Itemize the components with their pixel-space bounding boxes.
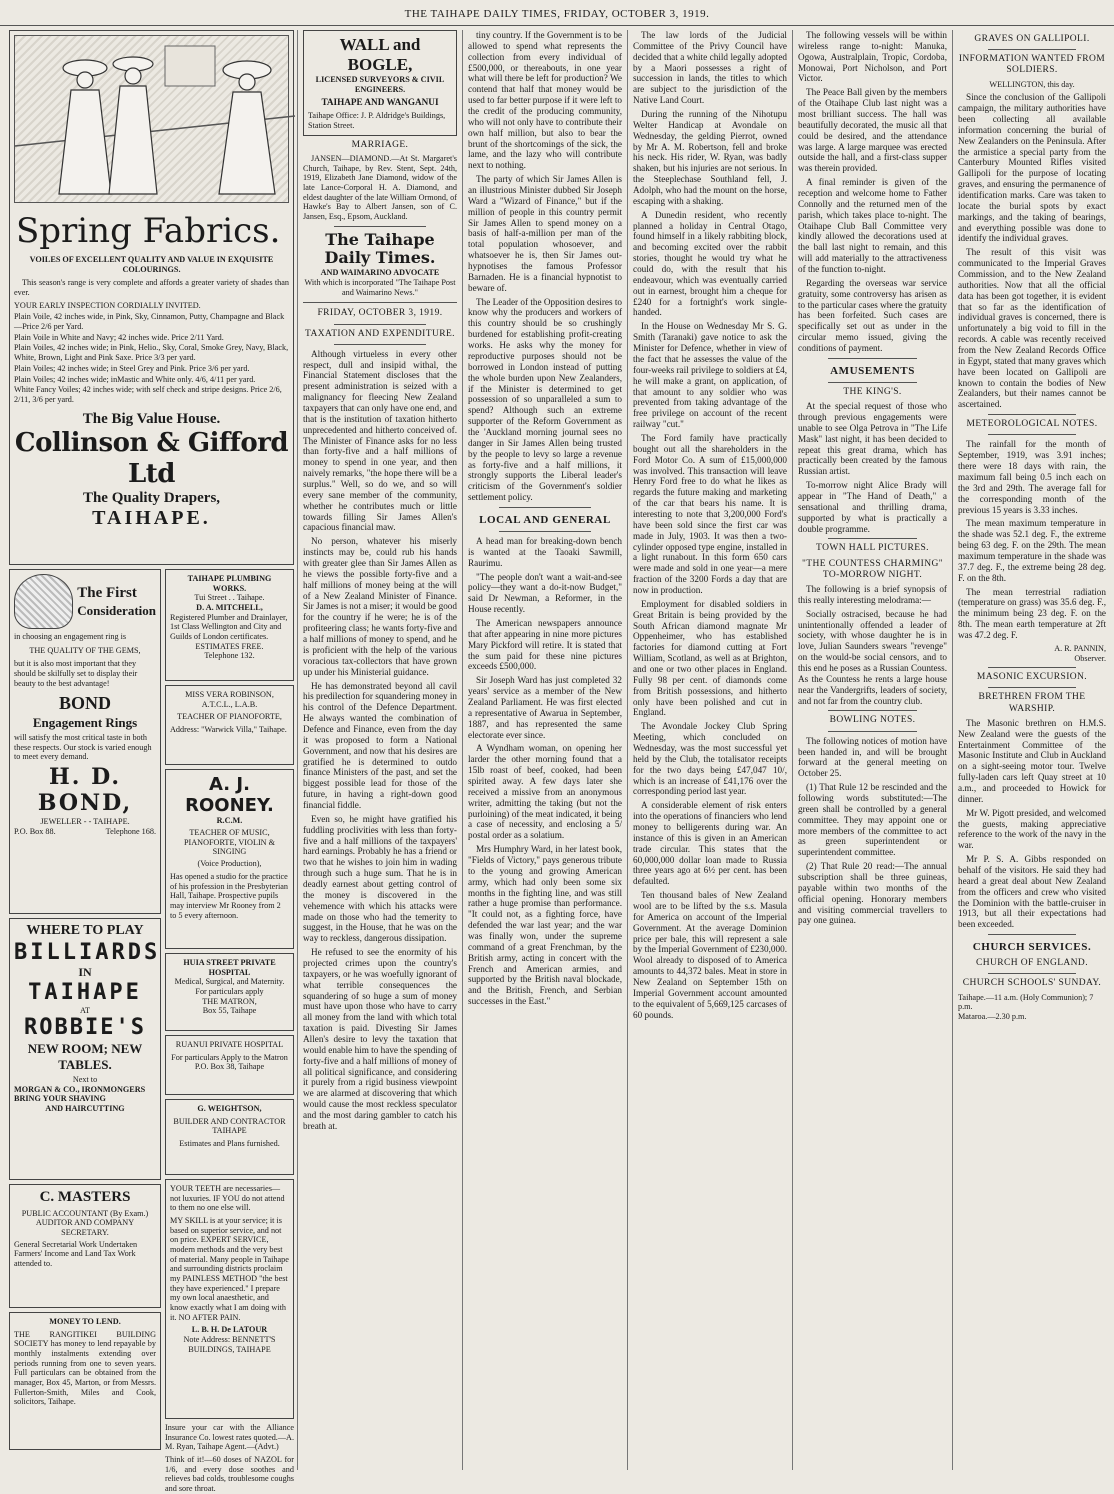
morgan-text: MORGAN & CO., IRONMONGERS bbox=[14, 1084, 146, 1094]
spring-item: White Fancy Voiles; 42 inches wide; with self check and stripe designs. Price 2/6, 2/11, 3/6 per yard. bbox=[14, 385, 282, 404]
church-of-england-heading: CHURCH OF ENGLAND. bbox=[976, 958, 1088, 969]
spring-intro: This season's range is very complete and affords a greater variety of shades than ever. bbox=[14, 278, 289, 298]
vera-robinson-ad bbox=[165, 685, 294, 765]
ring-box-image bbox=[14, 574, 73, 629]
news-item: (1) That Rule 12 be rescinded and the following words substituted:—The green shall be controlled by a general committee. They may appoint one or more members of the committee to act as green superintendent or superintendent committee. bbox=[798, 782, 947, 858]
huia-matron: THE MATRON, bbox=[202, 996, 257, 1006]
hd-bond-name: H. D. BOND, bbox=[37, 763, 133, 816]
wall-bogle-office: Taihape Office: J. P. Aldridge's Buildings, Station Street. bbox=[308, 111, 446, 130]
news-item: The result of this visit was communicated to the Imperial Graves Commission, and to the New Zealand authorities. Now that all the official data has been got together, it is evident that so far as the identification of individual graves is concerned, there is unfortunately a big void to fill in the records. A cable was recently received from the New Zealand Records Office in Egypt, stated that many graves which have been located on Gallipoli are known to contain the bodies of New Zealanders, but their names cannot be ascertained. bbox=[958, 247, 1106, 410]
service-taihape: Taihape.—11 a.m. (Holy Communion); 7 p.m. bbox=[958, 992, 1094, 1012]
bond-box: P.O. Box 88. bbox=[14, 826, 56, 836]
church-schools-sunday: CHURCH SCHOOLS' SUNDAY. bbox=[962, 978, 1102, 989]
wall-bogle-sub: LICENSED SURVEYORS & CIVIL ENGINEERS. bbox=[315, 75, 445, 94]
news-item: A considerable element of risk enters into the operations of financiers who lend money to belligerents during war. An instance of this is given in an American trade circular. This states that the 60,000,000 dollar loan made to Russia three years ago at 6½ per cent. has been defaulted. bbox=[633, 800, 787, 887]
news-item: The American newspapers announce that after appearing in nine more pictures Mary Pickford will retire. It is stated that the sum paid for these nine pictures exceeds £500,000. bbox=[468, 617, 622, 672]
church-services-heading: CHURCH SERVICES. bbox=[972, 941, 1092, 954]
news-item: The rainfall for the month of September, 1919, was 3.91 inches; there were 18 days with rain, the maximum fall being 0.5 inch each on the 3rd and 29th. The average fall for the corresponding month of the previous 15 years is 3.33 inches. bbox=[958, 439, 1106, 515]
news-item: Ten thousand bales of New Zealand wool are to be lifted by the s.s. Masula for America on account of the Imperial Government. At the average Dominion price per bale, this will represent a sale by the Imperial Government of £230,000. Wool already to disposed of to America amounts to 44,372 bales. Meat in store in New Zealand on September 15th on Imperial Government account amounted to the equivalent of 5,669,125 carcases of 60 pounds. bbox=[633, 890, 787, 1020]
paper-incorporated: With which is incorporated "The Taihape Post and Waimarino News." bbox=[304, 277, 456, 297]
spring-item: Plain Voile, 42 inches wide, in Pink, Sky, Cinnamon, Putty, Champagne and Black—Price 2/6 per Yard. bbox=[14, 312, 285, 332]
editorial-column bbox=[298, 30, 463, 1470]
news-item: The following vessels will be within wireless range to-night: Manuka, Ogowa, Australplain, Tropic, Cordoba, Monowai, Port Nicholson, and Port Victor. bbox=[798, 30, 947, 84]
countess-heading: "THE COUNTESS CHARMING" TO-MORROW NIGHT. bbox=[802, 558, 943, 580]
editorial-paragraph: He refused to see the enormity of his projected crimes upon the country's taxpayers, or he was woefully ignorant of what terrible consequences the squandering of so huge a sum of money must have upon those who have to carry all money from the land with which total taxation is paid. Divesting Sir James Allen's desire to levy the taxation that would enable him to have the spending of forty-five and a half millions of money of all political significance, and considering it purely from a rigid business viewpoint we are alarmed at discovering that which would cause the most reckless speculator and the most daring gambler to catch his breath at. bbox=[303, 947, 457, 1131]
bond-text: in choosing an engagement ring is bbox=[14, 632, 127, 641]
small-ads-column bbox=[165, 569, 294, 1494]
news-item: Sir Joseph Ward has just completed 32 years' service as a member of the New Zealand Parliament. He was first elected a representative of Awarua in September, 1887, and has represented the same electorate ever since. bbox=[468, 675, 622, 740]
editorial-paragraph: No person, whatever his miserly instincts may be, could rub his hands with greater glee than Sir James Allen as he views the possible forty-five and a half millions of money being at the will of a New Zealand Minister of Finance. Sir James is not a miser; it would be good for the country if he were; he is of the profiteering class; he wants forty-five and a half millions of money to spend, and he is proficient with the help of the various voracious tax-collectors that have grown up under his Ministerial guidance. bbox=[303, 536, 457, 677]
paper-subtitle: AND WAIMARINO ADVOCATE bbox=[320, 268, 440, 278]
paper-title: The Taihape Daily Times. bbox=[324, 229, 436, 268]
spring-fabrics-ad bbox=[9, 30, 294, 565]
billiards-heading: BILLIARDS bbox=[14, 939, 161, 965]
rooney-name: A. J. ROONEY. bbox=[185, 774, 274, 817]
town-hall-heading: TOWN HALL PICTURES. bbox=[816, 543, 929, 554]
ruanui-text: For particulars Apply to the Matron P.O. Box 38, Taihape bbox=[171, 1052, 288, 1072]
at-text: AT bbox=[79, 1005, 90, 1015]
bond-text: but it is also most important that they should be skilfully set to display their beauty to the best advantage! bbox=[14, 659, 138, 688]
spring-item: Plain Voiles; 42 inches wide; inMastic and White only. 4/6, 4/11 per yard. bbox=[14, 374, 256, 384]
news-item: The Avondale Jockey Club Spring Meeting, which concluded on Wednesday, was the most successful yet held by the Club, the totalisator receipts for the two days being £47,047 10/, which is an increase of £41,176 over the corresponding period last year. bbox=[633, 721, 787, 797]
ruanui-hospital-ad bbox=[165, 1035, 294, 1095]
masters-ad bbox=[9, 1184, 161, 1308]
dateline: WELLINGTON, this day. bbox=[989, 79, 1075, 89]
robbies-heading: ROBBIE'S bbox=[24, 1015, 146, 1041]
news-item: The following is a brief synopsis of this really interesting melodrama:— bbox=[798, 584, 947, 605]
editorial-paragraph: The party of which Sir James Allen is an illustrious Minister dubbed Sir Joseph Ward a "Wizard of Finance," but if the million of people in this country permit Sir James Allen to spend money on a basis of half-a-million per man of the total population whosoever, and whatsoever he is, then Sir James out-hypnotises the famous Professor Barnaden. He is a financial hypnotist to beware of. bbox=[468, 174, 622, 293]
news-item: The mean terrestrial radiation (temperature on grass) was 35.6 deg. F., the minimum being 23 deg. F. on the 8th. The mean earth temperature at 2ft was 47.2 deg. F. bbox=[958, 586, 1106, 641]
bowling-heading: BOWLING NOTES. bbox=[829, 715, 916, 726]
spring-inspection: YOUR EARLY INSPECTION CORDIALLY INVITED. bbox=[14, 300, 201, 310]
news-item: The law lords of the Judicial Committee of the Privy Council have decided that a white child legally adopted by a Maori possesses a right of succession in lands, the titles to which are subject to the jurisdiction of the Native Land Court. bbox=[633, 30, 787, 106]
news-item: (2) That Rule 20 read:—The annual subscription shall be three guineas, payable within two months of the official opening. Honorary members and visiting commercial travellers to pay one guinea. bbox=[798, 861, 947, 926]
engagement-rings-heading: Engagement Rings bbox=[32, 714, 138, 730]
observer-title: Observer. bbox=[1074, 653, 1106, 663]
masonic-heading: MASONIC EXCURSION. bbox=[976, 672, 1088, 683]
news-item: The Peace Ball given by the members of the Otaihape Club last night was a most brilliant success. The hall was beautifully decorated, the music all that could be desired, and the attendance was large. A large marquee was erected outside the hall, and a first-class supper was therein provided. bbox=[798, 87, 947, 174]
masters-title: PUBLIC ACCOUNTANT (By Exam.) AUDITOR AND COMPANY SECRETARY. bbox=[21, 1208, 149, 1238]
weightson-name: G. WEIGHTSON, bbox=[197, 1104, 262, 1113]
vera-name: MISS VERA ROBINSON, A.T.C.L., L.A.B. bbox=[185, 690, 274, 709]
editorial-paragraph: Even so, he might have gratified his fuddling proclivities with less than forty-five and a half millions of the taxpayers' hard earnings. Probably he has a friend or two that he wishes to join him in wading through such a huge sum. That he is in deadly earnest about getting control of the money is discovered in the vehemence with which his attacks were made on those who had the temerity to suggest, in the House, that he was on the way to reckless, dangerous dissipation. bbox=[303, 813, 457, 944]
news-column-2 bbox=[628, 30, 793, 1470]
local-general-heading: LOCAL AND GENERAL bbox=[479, 513, 611, 526]
news-column-1 bbox=[463, 30, 628, 1470]
bond-heading: BOND bbox=[58, 693, 111, 714]
marriage-text: JANSEN—DIAMOND.—At St. Margaret's Church, Taihape, by Rev. Stent, Sept. 24th, 1919, Elizabeth Jane Diamond, widow of the late Lance-Corporal H. A. Diamond, and eldest daughter of the late William Ormond, of Hawke's Bay to Albert Jansen, son of C. Jansen, Esq., Epsom, Auckland. bbox=[303, 153, 457, 221]
bond-text: will satisfy the most critical taste in both these respects. Our stock is varied enough to meet every demand. bbox=[14, 732, 152, 762]
bond-jeweller: JEWELLER - - TAIHAPE. bbox=[40, 816, 130, 826]
ladies-illustration bbox=[14, 35, 289, 203]
news-item: The following notices of motion have been handed in, and will be brought forward at the general meeting on October 25. bbox=[798, 735, 947, 779]
skill-text: MY SKILL is at your service; it is based on superior service, and not on price. EXPERT SERVICE, modern methods and the very best of material. Many people in Taihape and surrounding districts proclaim my PAINLESS METHOD "the best they have experienced." I prepare my own local anaesthetic, and know exactly what I am doing with it. NO AFTER PAIN. bbox=[170, 1216, 289, 1322]
next-to: Next to bbox=[72, 1074, 98, 1084]
ruanui-head: RUANUI PRIVATE HOSPITAL bbox=[175, 1040, 284, 1049]
observer-name: A. R. PANNIN, bbox=[1054, 643, 1106, 653]
kings-heading: THE KING'S. bbox=[843, 386, 902, 397]
editorial-paragraph: tiny country. If the Government is to be allowed to spend what represents the collection from every individual of £500,000, or thereabouts, in one year what will there be left for production? We contend that half that money would be used to far better purpose if it were left to the credit of the producing community, who will not only have to contribute their own half million, but also to bear the brunt of the shortcomings of the sick, the lame, and the lazy who will contribute next to nothing. bbox=[468, 30, 622, 171]
news-item: The Masonic brethren on H.M.S. New Zealand were the guests of the Entertainment Committee of the Masonic Institute and Club in Auckland on a sight-seeing motor tour. Twelve fully-laden cars left Quay street at 10 a.m., and proceeded to Howick for dinner. bbox=[958, 717, 1106, 804]
vera-addr: Address: "Warwick Villa," Taihape. bbox=[170, 725, 287, 735]
meteorological-heading: METEOROLOGICAL NOTES. bbox=[966, 419, 1098, 430]
where-to-play: WHERE TO PLAY bbox=[26, 923, 144, 938]
bond-jeweller-ad bbox=[9, 569, 161, 914]
bond-quality: THE QUALITY OF THE GEMS, bbox=[29, 645, 141, 655]
quality-drapers: The Quality Drapers, bbox=[82, 489, 221, 506]
news-item: A head man for breaking-down bench is wanted at the Taoaki Sawmill, Raurimu. bbox=[468, 535, 622, 568]
dentist-ad bbox=[165, 1179, 294, 1419]
service-mataroa: Mataroa.—2.30 p.m. bbox=[958, 1011, 1027, 1021]
plumbing-text: Registered Plumber and Drainlayer, 1st Class Wellington and City and Guilds of London certificates. bbox=[170, 612, 288, 642]
haircutting: AND HAIRCUTTING bbox=[45, 1103, 125, 1113]
latour-name: L. B. H. De LATOUR bbox=[191, 1325, 268, 1335]
ads-column bbox=[6, 30, 298, 1494]
vera-teacher: TEACHER OF PIANOFORTE, bbox=[177, 712, 282, 722]
plumbing-tel: Telephone 132. bbox=[204, 651, 255, 661]
wall-bogle-ad bbox=[303, 30, 457, 136]
consideration-heading: Consideration bbox=[77, 602, 156, 618]
plumbing-est: ESTIMATES FREE. bbox=[195, 641, 264, 651]
alliance-notice: Insure your car with the Alliance Insurance Co. lowest rates quoted.—A. M. Ryan, Taihape Agent.—(Advt.) bbox=[165, 1423, 294, 1452]
weightson-est: Estimates and Plans furnished. bbox=[179, 1139, 280, 1149]
spring-subtitle: VOILES OF EXCELLENT QUALITY AND VALUE IN EXQUISITE COLOURINGS. bbox=[29, 255, 274, 274]
news-item: Mr P. S. A. Gibbs responded on behalf of the visitors. He said they had heard a great deal about New Zealand from the officers and crew who visited the Dominion with the battle-cruiser in 1913, but all their expectations had been exceeded. bbox=[958, 854, 1106, 930]
huia-hospital-ad bbox=[165, 953, 294, 1031]
news-item: Socially ostracised, because he had unintentionally offended a leader of society, with whose daughter he is in love, Julian Saunders swears "revenge" on the would-be social censors, and to this end he poses as a Russian Countess. As the Countess he rents a large house near the Vandergrifts, leaders of society, and not far from the country club. bbox=[798, 608, 947, 706]
amusements-heading: AMUSEMENTS bbox=[830, 364, 915, 377]
the-first-heading: The First bbox=[77, 584, 137, 601]
masters-name: C. MASTERS bbox=[39, 1189, 131, 1205]
spring-item: Plain Voiles; 42 inches wide; in Steel Grey and Pink. Price 3/6 per yard. bbox=[14, 363, 250, 373]
editorial-paragraph: The Leader of the Opposition desires to know why the producers and workers of this country should be so crushingly burdened for establishing profit-creating works. He asks why the money for reproductive purposes should not be borrowed in London instead of putting the whole burden upon New Zealanders, if the Minister is determined to get possession of so unparalleled a sum to spend? Although such an extreme supporter of the Reform Government as the 'Auckland morning journal sees no danger in Sir James Allen being trusted by the people to levy so large a revenue as forty-five and a half millions, it strongly supports the Liberal leader's criticism of the Government's soldier settlement policy. bbox=[468, 296, 622, 503]
plumbing-name: D. A. MITCHELL, bbox=[196, 603, 263, 613]
collinson-gifford-name: Collinson & Gifford Ltd bbox=[14, 428, 289, 489]
huia-box: Box 55, Taihape bbox=[202, 1006, 257, 1016]
teeth-text: YOUR TEETH are necessaries—not luxuries. IF YOU do not attend to them no one else will. bbox=[170, 1184, 285, 1213]
news-item: Employment for disabled soldiers in Great Britain is being provided by the South African diamond magnate Mr Oppenheimer, who has established factories for diamond cutting at Fort William, Scotland, as well as at Brighton, and one or two other places in England. Fully 98 per cent. of diamonds come from British possessions, and hitherto only have been polished and cut in England. bbox=[633, 598, 787, 718]
graves-subheading: INFORMATION WANTED FROM SOLDIERS. bbox=[958, 54, 1106, 76]
brethren-subheading: BRETHREN FROM THE WARSHIP. bbox=[978, 692, 1086, 714]
taihape-heading: TAIHAPE bbox=[28, 979, 142, 1005]
editorial-date: FRIDAY, OCTOBER 3, 1919. bbox=[317, 308, 443, 319]
news-item: Mr W. Pigott presided, and welcomed the guests, making appreciative reference to the work of the navy in the war. bbox=[958, 807, 1106, 851]
marriage-heading: MARRIAGE. bbox=[351, 139, 409, 150]
masthead: THE TAIHAPE DAILY TIMES, FRIDAY, OCTOBER 3, 1919. bbox=[0, 0, 1114, 26]
editorial-heading: TAXATION AND EXPENDITURE. bbox=[305, 328, 455, 339]
money-to-lend-ad bbox=[9, 1312, 161, 1450]
nazol-notice: Think of it!—60 doses of NAZOL for 1/6, and every dose soothes and relieves bad colds, troublesome coughs and sore throat. bbox=[165, 1455, 294, 1494]
news-column-3 bbox=[793, 30, 953, 1470]
money-text: THE RANGITIKEI BUILDING SOCIETY has money to lend repayable by monthly instalments extending over periods running from one to seven years. Full particulars can be obtained from the manager, Box 45, Marton, or from Messrs. Fullerton-Smith, Miles and Cook, solicitors, Taihape. bbox=[14, 1329, 156, 1407]
new-room: NEW ROOM; NEW bbox=[27, 1041, 143, 1057]
bond-tel: Telephone 168. bbox=[105, 826, 156, 836]
rooney-rcm: R.C.M. bbox=[216, 816, 243, 826]
wall-bogle-town: TAIHAPE AND WANGANUI bbox=[321, 97, 439, 108]
plumbing-ad bbox=[165, 569, 294, 681]
weightson-ad bbox=[165, 1099, 294, 1175]
huia-sub: Medical, Surgical, and Maternity. bbox=[174, 977, 285, 987]
new-tables: TABLES. bbox=[58, 1056, 112, 1072]
rooney-teacher: TEACHER OF MUSIC, PIANOFORTE, VIOLIN & SINGING bbox=[183, 828, 275, 857]
news-item: Regarding the overseas war service gratuity, some controversy has arisen as to the particular cases where the gratuity has been forfeited. Such cases are specifically set out as under in the circular memo issued, giving the conditions of payment. bbox=[798, 277, 947, 354]
editorial-paragraph: He has demonstrated beyond all cavil his predilection for squandering money in his control of the Defence Department. He always wanted the combination of Defence and Finance, even from the day it was proposed to form a National Government, and now that his desires are gratified he is determined to outdo finance Ministers of the past, and set the biggest possible lead for those of the future, in having a right-down good financial fiddle. bbox=[303, 680, 457, 810]
editorial-paragraph: Although virtueless in every other respect, dull and insipid withal, the Financial Statement discloses that the present administration is seized with a malignancy for fleecing New Zealand taxpayers that can only have one end, and that is the institution of taxation hitherto unprecedented and hitherto conceived of. The Minister of Finance asks for no less than forty-five and a half millions of money to spend in one year, and then naively remarks, "the hope there will be a surplus." Well, so do we, and so will every sane member of the community, whether he contributes much or little towards filling Sir James Allen's capacious financial maw. bbox=[303, 348, 457, 533]
news-column-4 bbox=[953, 30, 1111, 1470]
taihape-town: TAIHAPE. bbox=[92, 507, 211, 530]
masters-text: General Secretarial Work Undertaken Farmers' Income and Land Tax Work attended to. bbox=[14, 1239, 138, 1269]
graves-heading: GRAVES ON GALLIPOLI. bbox=[974, 34, 1090, 44]
news-item: "The people don't want a wait-and-see policy—they want a do-it-now Budget," said Dr Newman, a Reformer, in the House recently. bbox=[468, 571, 622, 615]
huia-head: HUIA STREET PRIVATE HOSPITAL bbox=[183, 958, 276, 977]
news-item: At the special request of those who through previous engagements were unable to see Olga Petrova in "The Life Mask" last night, it has been decided to repeat this great drama, which has practically been created by the famous Russian artist. bbox=[798, 401, 947, 477]
news-item: During the running of the Nihotupu Welter Handicap at Avondale on Wednesday, the gelding Pierrot, owned by Mr A. M. Robertson, fell and broke his neck. His rider, W. Ryan, was badly shaken, but his injuries are not serious. In the Steeplechase Southland fell, J. Adolph, who had the mount on the horse, escaping with a shaking. bbox=[633, 109, 787, 206]
rooney-text: Has opened a studio for the practice of his profession in the Presbyterian Hall, Taihape. Prospective pupils may interview Mr Rooney from 2 to 5 every afternoon. bbox=[170, 871, 289, 920]
latour-addr: Note Address: BENNETT'S BUILDINGS, TAIHAPE bbox=[183, 1335, 276, 1354]
news-item: The Ford family have practically bought out all the shareholders in the Ford Motor Co. A sum of £15,000,000 was involved. This transaction will leave Henry Ford free to do what he likes as regards the future making and marketing of the car that bears his name. It is interesting to note that 3,200,000 Ford's have been sold since the first car was made in July, 1903. It was then a two-cylinder opposed type engine, installed in a light runabout. In this form 650 cars were made and sold in one year—a mere fraction of the 3200 Fords a day that are now in production. bbox=[633, 432, 787, 595]
huia-apply: For particulars apply bbox=[195, 987, 264, 997]
spring-fabrics-title: Spring Fabrics. bbox=[16, 211, 281, 251]
spring-item: Plain Voiles, 42 inches wide; in Pink, Helio., Sky, Coral, Smoke Grey, Navy, Black, White, Brown, Light and Pink Saxe. Price 3/3 per yard. bbox=[14, 343, 289, 363]
money-head: MONEY TO LEND. bbox=[49, 1317, 121, 1326]
in-text: IN bbox=[78, 965, 92, 980]
news-item: The mean maximum temperature in the shade was 52.1 deg. F., the extreme being 63 deg. F. on the 29th. The mean maximum temperature in the shade was 37.7 deg. F., the extreme being 28 deg. F. on the 8th. bbox=[958, 518, 1106, 583]
plumbing-addr: Tui Street . . Taihape. bbox=[194, 593, 265, 603]
fashion-figures-image bbox=[15, 36, 295, 202]
news-item: In the House on Wednesday Mr S. G. Smith (Taranaki) gave notice to ask the Minister for Defence, whether in view of the fact that he assesses the value of the four-weeks rail privilege to soldiers at £4, he will make a grant, on application, of that amount to any soldier who was prevented from taking advantage of the free privilege on account of the recent railway "cut." bbox=[633, 321, 787, 430]
billiards-ad bbox=[9, 918, 161, 1180]
news-item: A Dunedin resident, who recently planned a holiday in Central Otago, found himself in a likely rabbiting block, and becoming excited over the rabbit stories, thought he would try what he could do, with the result that his endeavour, which was eventually carried out in earnest, brought him a cheque for £240 for a fortnight's work single-handed. bbox=[633, 209, 787, 318]
news-item: A final reminder is given of the reception and welcome home to Father Connolly and the returned men of the parish, which takes place to-night. The Otaihape Club Ball Committee very kindly allowed the decorations used at the ball last night to remain, and this will add materially to the attractiveness of the function to-night. bbox=[798, 177, 947, 275]
news-item: A Wyndham woman, on opening her larder the other morning found that a 15lb roast of beef, cooked, had been spirited away. A few days later she received a missive from an anonymous writer, admitting the taking (but not the purloining) of the meat indicated, it being a case of necessity, and enclosing a 5/ postal order as a solatium. bbox=[468, 743, 622, 841]
news-item: Since the conclusion of the Gallipoli campaign, the military authorities have been collecting all available information concerning the burial of New Zealanders on the Peninsula. After the armistice a special party from the Canterbury Mounted Rifles visited Gallipoli for the purpose of locating graves, and ensuring the permanence of identification marks. Care was taken to locate the burial spots by exact markings, and the taking of bearings, and everything possible was done to identify the individual graves. bbox=[958, 92, 1106, 244]
spring-item: Plain Voile in White and Navy; 42 inches wide. Price 2/11 Yard. bbox=[14, 332, 224, 342]
big-value-house: The Big Value House. bbox=[82, 410, 221, 427]
wall-bogle-name: WALL and BOGLE, bbox=[339, 35, 421, 75]
news-item: To-morrow night Alice Brady will appear in "The Hand of Death," a sensational and thrilling drama, supported by what is practically a double programme. bbox=[798, 480, 947, 534]
rooney-ad bbox=[165, 769, 294, 949]
plumbing-head: TAIHAPE PLUMBING WORKS. bbox=[187, 574, 272, 593]
weightson-role: BUILDER AND CONTRACTOR TAIHAPE bbox=[173, 1116, 286, 1136]
rooney-voice: (Voice Production), bbox=[197, 859, 262, 869]
news-item: Mrs Humphry Ward, in her latest book, "Fields of Victory," pays generous tribute to the young and growing American army, which had only been some six months in the fighting line, and was still rather a huge promise than performance. "It could not, as a fighting force, have defended the war last year; and the war was finally won, under the supreme command of a great Frenchman, by the British army, acting in concert with the French and American armies, and supported by the British naval blockade, and the British, French, and Serbian successes in the East." bbox=[468, 844, 622, 1007]
bring-shaving: BRING YOUR SHAVING bbox=[14, 1094, 106, 1104]
